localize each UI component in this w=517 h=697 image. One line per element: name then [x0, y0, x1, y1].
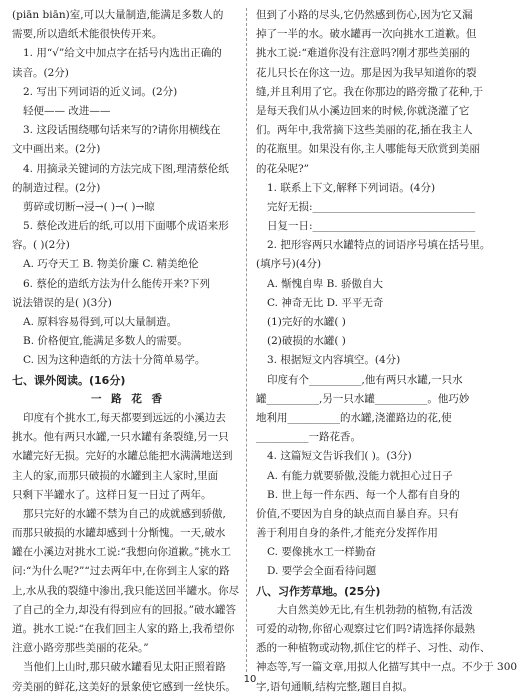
- page-number: 10: [243, 674, 257, 685]
- left-line: 6. 蔡伦的造纸方法为什么能传开来?下列: [23, 277, 210, 290]
- right-line: (2)破损的水罐( ): [267, 335, 346, 348]
- right-line: 2. 把形容两只水罐特点的词语序号填在括号里。: [267, 239, 491, 252]
- right-line: (1)完好的水罐( ): [267, 316, 346, 328]
- left-line: A. 原料容易得到,可以大量制造。: [23, 316, 178, 328]
- right-line: C. 要像挑水工一样勤奋: [267, 546, 376, 559]
- left-column: [12, 6, 244, 697]
- right-line: 印度有个__________,他有两只水罐,一只水: [267, 373, 463, 386]
- right-line: 悉的一种植物或动物,抓住它的样子、习性、动作、: [256, 642, 491, 655]
- left-line: 3. 这段话围绕哪句话来写的?请你用横线在: [23, 124, 221, 137]
- left-line: 5. 蔡伦改进后的纸,可以用下面哪个成语来形: [23, 220, 229, 233]
- right-line: 可爱的动物,你留心观察过它们吗?请选择你最熟: [256, 623, 475, 635]
- left-line: 那只完好的水罐不禁为自己的成就感到骄傲,: [23, 507, 226, 520]
- right-line: 价值,不要因为自身的缺点而自暴自弃。只有: [256, 507, 459, 520]
- right-line: 缝,并且利用了它。我在你那边的路旁撒了花种,于: [256, 85, 484, 98]
- right-line: __________一路花香。: [256, 431, 361, 444]
- left-line: 问:“为什么呢?”“过去两年中,在你到主人家的路: [12, 565, 230, 578]
- left-line: 而那只破损的水罐却感到十分惭愧。一天,破水: [12, 527, 226, 540]
- left-line: 罐在小溪边对挑水工说:“我想向你道歉。”挑水工: [12, 546, 232, 559]
- right-line: A. 惭愧自卑 B. 骄傲自大: [267, 277, 383, 290]
- left-line: 旁美丽的鲜花,这美好的景象使它感到一丝快乐。: [12, 680, 236, 693]
- right-line: 的花朵呢?”: [256, 162, 309, 175]
- right-line: 地利用__________的水罐,浇灌路边的花,使: [256, 411, 452, 424]
- left-line: (piān biān)室,可以大量制造,能满足多数人的: [12, 9, 224, 21]
- right-line: 花儿只长在你这一边。那是因为我早知道你的裂: [256, 66, 477, 79]
- left-line: 只剩下半罐水了。这样日复一日过了两年。: [12, 488, 212, 501]
- left-line: 印度有个挑水工,每天都要到远远的小溪边去: [23, 411, 226, 424]
- column-divider: [246, 8, 247, 672]
- left-line: 道。挑水工说:“在我们回主人家的路上,我希望你: [12, 623, 235, 635]
- left-line: A. 巧夺天工 B. 物美价廉 C. 精美绝伦: [23, 258, 199, 271]
- right-line: (填序号)(4分): [256, 258, 322, 271]
- right-line: 是每天我们从小溪边回来的时候,你就浇灌了它: [256, 104, 470, 117]
- left-line: 读音。(2分): [12, 66, 69, 79]
- right-line: 掉了一半的水。破水罐再一次向挑水工道歉。但: [256, 28, 477, 41]
- left-line: 一 路 花 香: [91, 392, 165, 405]
- left-line: 容。( )(2分): [12, 239, 70, 252]
- left-line: C. 因为这种造纸的方法十分简单易学。: [23, 354, 206, 367]
- right-line: 日复一日:_______________________________: [267, 220, 476, 233]
- left-line: 剪碎或切断→浸→( )→( )→晾: [23, 200, 155, 213]
- right-line: 但到了小路的尽头,它仍然感到伤心,因为它又漏: [256, 9, 473, 21]
- right-line: 字,语句通顺,结构完整,题目自拟。: [256, 680, 414, 693]
- right-line: 神态等,写一篇文章,用拟人化描写其中一点。不少于 300: [256, 661, 517, 674]
- right-line: 1. 联系上下文,解释下列词语。(4分): [267, 181, 436, 194]
- right-line: D. 要学会全面看待问题: [267, 565, 377, 578]
- right-line: 完好无损:_______________________________: [267, 200, 476, 213]
- left-line: B. 价格便宜,能满足多数人的需要。: [23, 335, 188, 348]
- right-line: 3. 根据短文内容填空。(4分): [267, 354, 401, 367]
- left-line: 七、课外阅读。(16分): [12, 373, 126, 387]
- right-line: 善于利用自身的条件,才能充分发挥作用: [256, 527, 438, 540]
- left-line: 水罐完好无损。完好的水罐总能把水满满地送到: [12, 450, 233, 463]
- left-line: 轻便—— 改进——: [23, 104, 111, 117]
- right-line: B. 世上每一件东西、每一个人都有自身的: [267, 488, 460, 501]
- right-line: 们。两年中,我常摘下这些美丽的花,插在我主人: [256, 124, 473, 137]
- right-line: A. 有能力就要骄傲,没能力就担心过日子: [267, 469, 453, 482]
- left-line: 的制造过程。(2分): [12, 181, 101, 194]
- left-line: 2. 写出下列词语的近义词。(2分): [23, 85, 178, 98]
- left-line: 文中画出来。(2分): [12, 143, 101, 156]
- right-line: 大自然美妙无比,有生机勃勃的植物,有活泼: [277, 603, 473, 616]
- left-line: 1. 用“√”给文中加点字在括号内选出正确的: [23, 47, 222, 60]
- right-line: 八、习作芳草地。(25分): [256, 584, 381, 598]
- left-line: 注意小路旁那些美丽的花朵。”: [12, 642, 149, 655]
- left-line: 4. 用摘录关键词的方法完成下图,理清蔡伦纸: [23, 162, 229, 175]
- right-line: C. 神奇无比 D. 平平无奇: [267, 296, 384, 309]
- left-line: 当他们上山时,那只破水罐看见太阳正照着路: [23, 661, 226, 674]
- left-line: 挑水。他有两只水罐,一只水罐有条裂缝,另一只: [12, 431, 229, 444]
- left-line: 了自己的全力,却没有得到应有的回报。”破水罐答: [12, 603, 236, 616]
- left-line: 需要,所以造纸术能很快传开来。: [12, 28, 163, 41]
- right-line: 罐__________,另一只水罐__________。他巧妙: [256, 392, 470, 405]
- left-line: 主人的家,而那只破损的水罐到主人家时,里面: [12, 469, 219, 482]
- right-line: 的花瓶里。如果没有你,主人哪能每天欣赏到美丽: [256, 143, 480, 156]
- right-line: 挑水工说:“难道你没有注意吗?刚才那些美丽的: [256, 47, 471, 60]
- left-line: 说法错误的是( )(3分): [12, 296, 112, 309]
- right-line: 4. 这篇短文告诉我们( )。(3分): [267, 450, 412, 463]
- left-line: 上,水从我的裂缝中渗出,我只能送回半罐水。你尽: [12, 584, 240, 597]
- right-column: [256, 6, 517, 697]
